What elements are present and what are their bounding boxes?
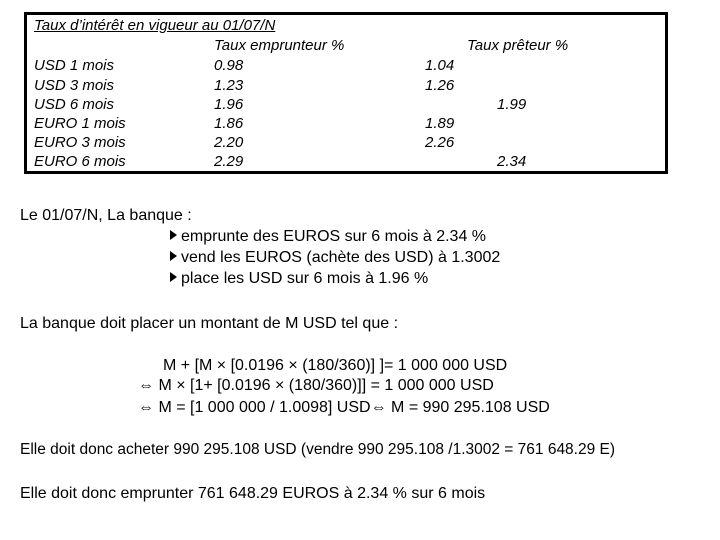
right-arrow-icon — [170, 251, 177, 261]
intro-line: Le 01/07/N, La banque : — [20, 207, 192, 224]
row-label: EURO 6 mois — [34, 153, 126, 170]
lender-rate: 1.99 — [497, 96, 527, 113]
interest-rate-table — [24, 12, 668, 174]
borrower-rate: 1.23 — [214, 77, 244, 94]
lender-rate: 1.26 — [425, 77, 455, 94]
borrower-rate: 2.20 — [214, 134, 244, 151]
equivalence-icon: ⇔ — [370, 399, 387, 416]
borrower-rate: 0.98 — [214, 57, 244, 74]
row-label: EURO 1 mois — [34, 115, 126, 132]
table-title: Taux d’intérêt en vigueur au 01/07/N — [34, 17, 276, 34]
borrower-rate: 1.96 — [214, 96, 244, 113]
borrower-rate: 2.29 — [214, 153, 244, 170]
equation-2-text: M × [1+ [0.0196 × (180/360)]] = 1 000 000 USD — [158, 377, 494, 394]
bullet-text: emprunte des EUROS sur 6 mois à 2.34 % — [181, 228, 487, 245]
conclusion-borrow: Elle doit donc emprunter 761 648.29 EUROS à 2.34 % sur 6 mois — [20, 485, 486, 502]
bullet-item — [170, 227, 486, 247]
row-label: USD 6 mois — [34, 96, 115, 113]
bullet-item — [170, 269, 428, 289]
row-label: USD 1 mois — [34, 57, 115, 74]
placement-line: La banque doit placer un montant de M USD tel que : — [20, 315, 399, 332]
right-arrow-icon — [170, 272, 177, 282]
lender-rate: 2.34 — [497, 153, 527, 170]
equation-3b-text: M = 990 295.108 USD — [391, 399, 550, 416]
lender-rate-header: Taux prêteur % — [467, 37, 569, 54]
equivalence-icon: ⇔ — [138, 399, 154, 416]
equivalence-icon: ⇔ — [138, 377, 154, 394]
conclusion-buy: Elle doit donc acheter 990 295.108 USD (vendre 990 295.108 /1.3002 = 761 648.29 E) — [20, 441, 616, 458]
equation-1: M + [M × [0.0196 × (180/360)] ]= 1 000 000 USD — [163, 357, 508, 374]
equation-2 — [138, 376, 494, 396]
row-label: EURO 3 mois — [34, 134, 126, 151]
bullet-text: vend les EUROS (achète des USD) à 1.3002 — [181, 249, 501, 266]
borrower-rate-header: Taux emprunteur % — [214, 37, 345, 54]
lender-rate: 1.04 — [425, 57, 455, 74]
lender-rate: 1.89 — [425, 115, 455, 132]
equation-3a-text: M = [1 000 000 / 1.0098] USD — [158, 399, 371, 416]
row-label: USD 3 mois — [34, 77, 115, 94]
bullet-text: place les USD sur 6 mois à 1.96 % — [181, 270, 429, 287]
equation-3 — [138, 398, 550, 418]
right-arrow-icon — [170, 230, 177, 240]
borrower-rate: 1.86 — [214, 115, 244, 132]
lender-rate: 2.26 — [425, 134, 455, 151]
bullet-item — [170, 248, 500, 268]
